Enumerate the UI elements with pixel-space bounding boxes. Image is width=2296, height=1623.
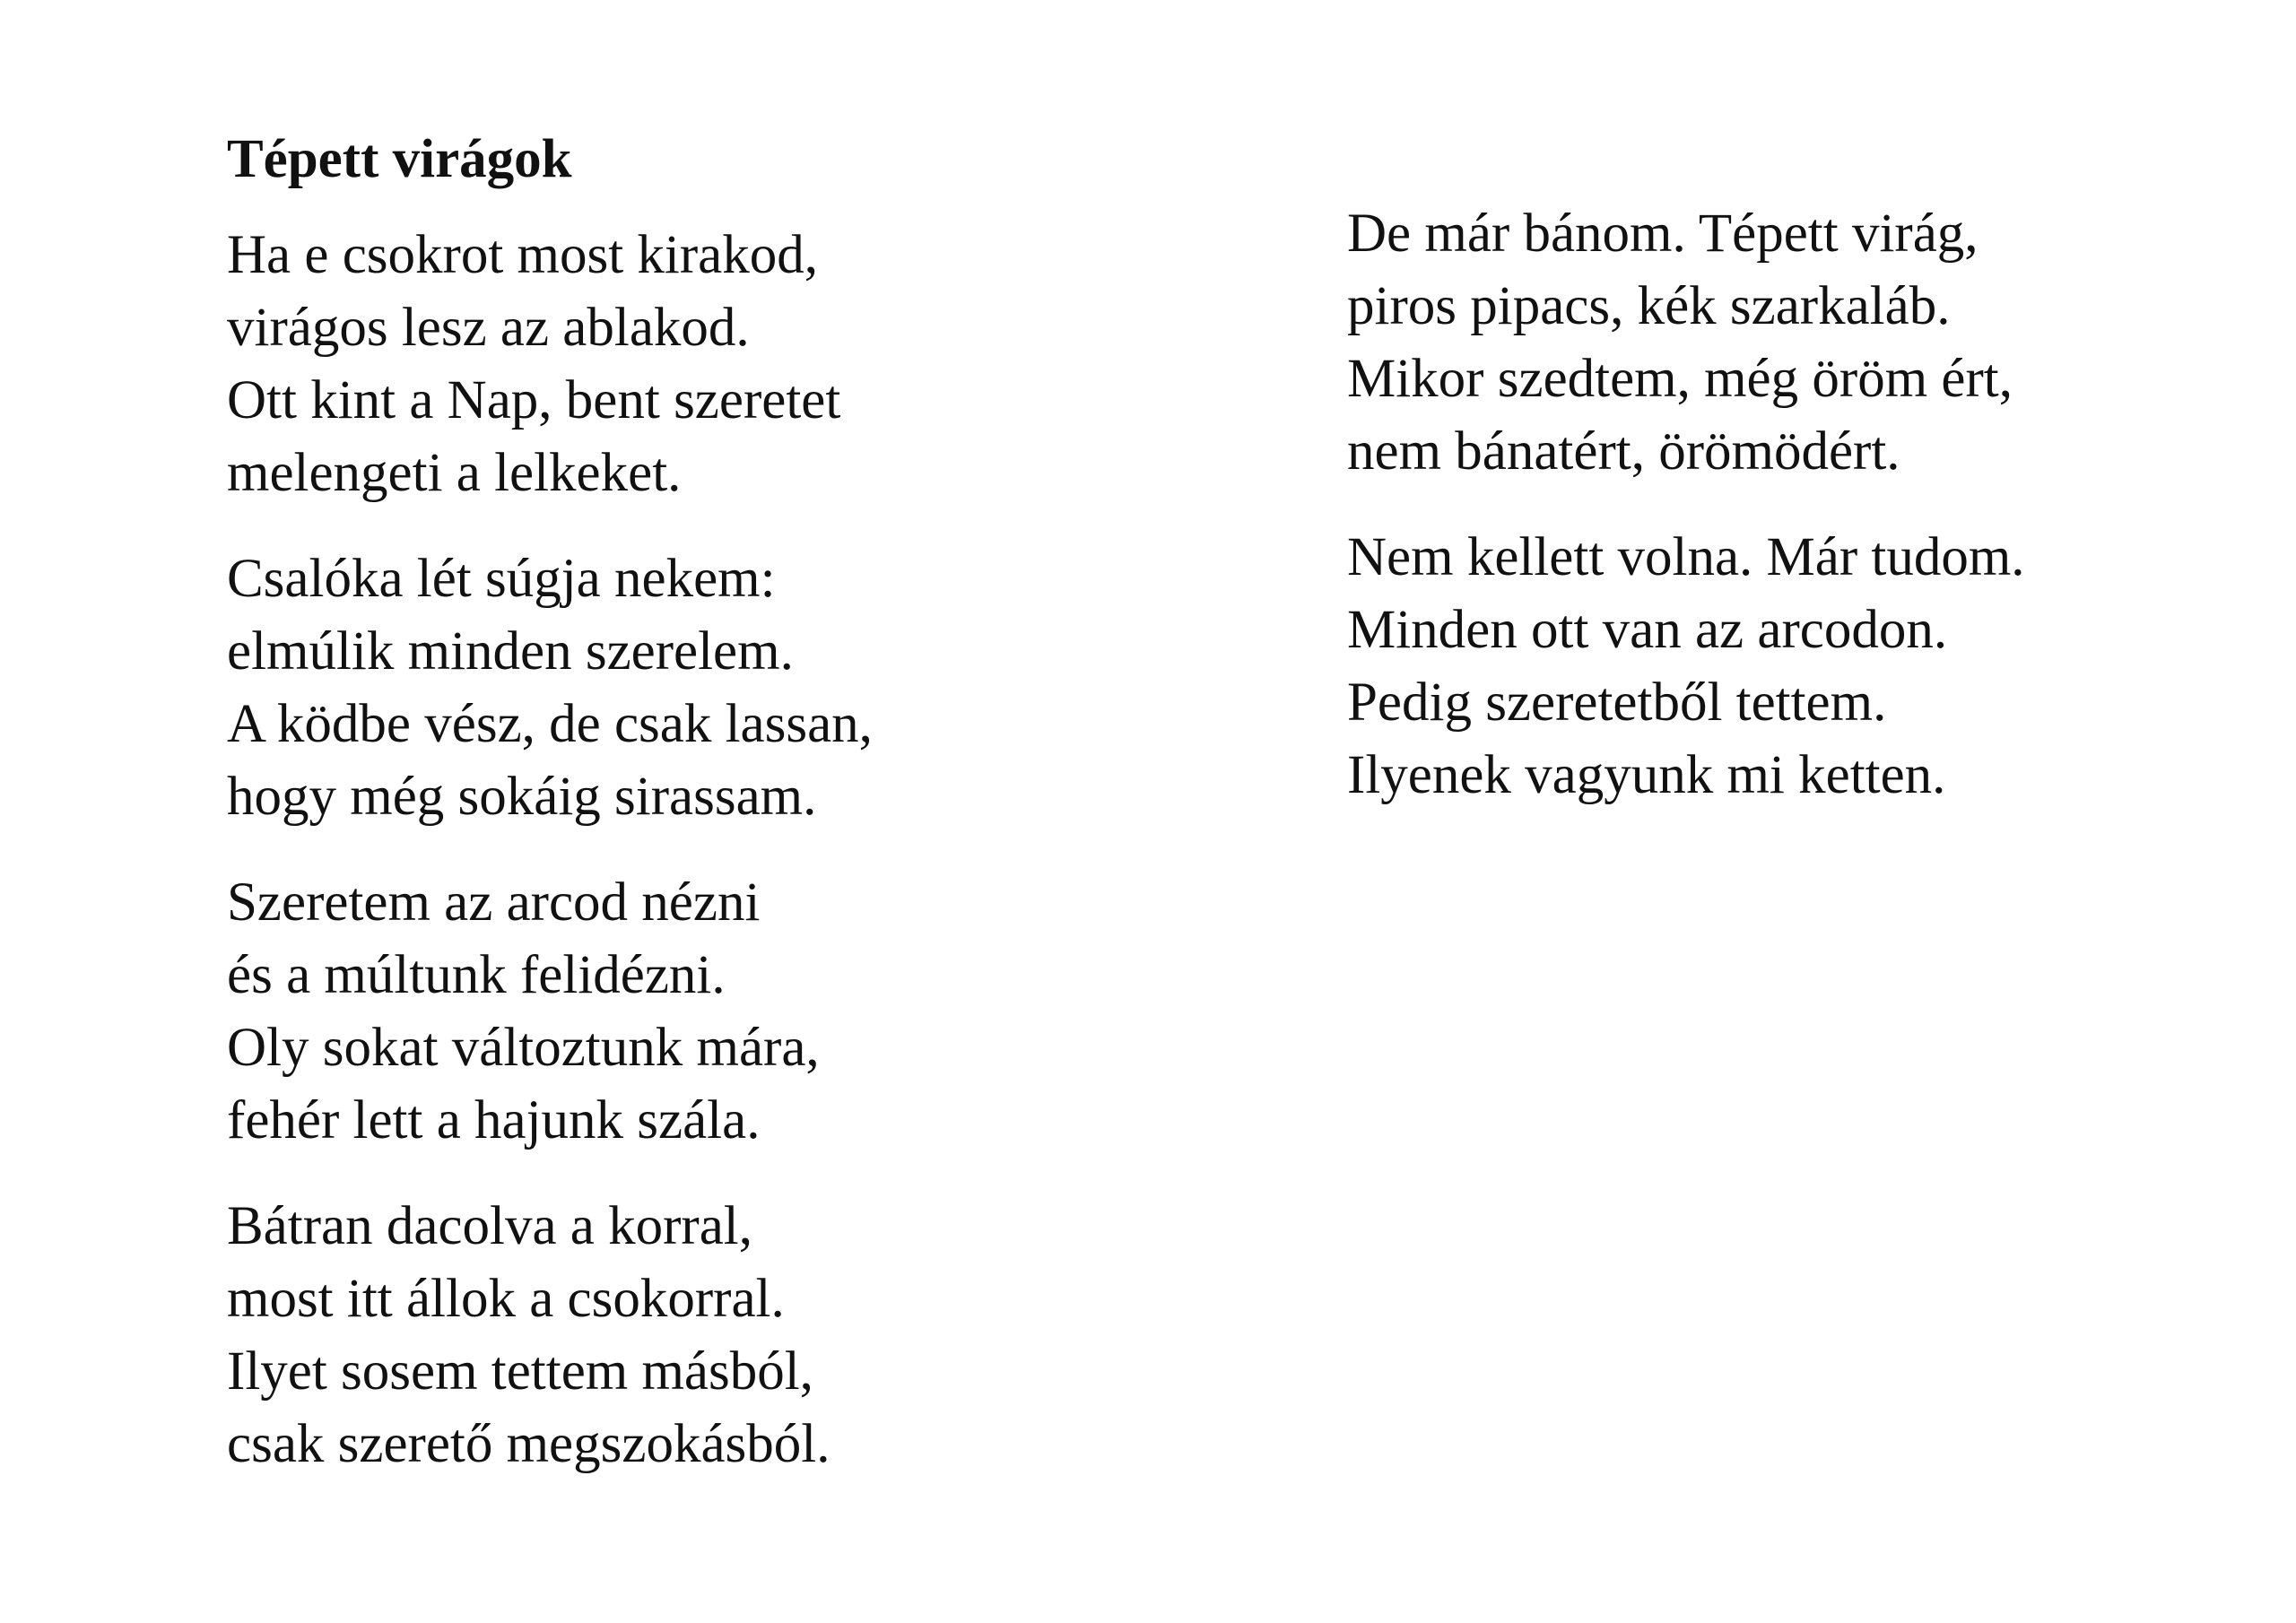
verse-line: Ha e csokrot most kirakod, — [227, 225, 818, 285]
verse-line: Ott kint a Nap, bent szeretet — [227, 370, 841, 430]
stanza-6 — [1347, 521, 2244, 812]
verse-line: Csalóka lét súgja nekem: — [227, 549, 776, 609]
verse-line: melengeti a lelkeket. — [227, 443, 682, 503]
verse-line: Bátran dacolva a korral, — [227, 1196, 752, 1256]
verse-line: piros pipacs, kék szarkaláb. — [1347, 276, 1951, 336]
verse-line: nem bánatért, örömödért. — [1347, 421, 1900, 482]
verse-line: virágos lesz az ablakod. — [227, 298, 750, 358]
verse-line: A ködbe vész, de csak lassan, — [227, 694, 873, 754]
verse-line: fehér lett a hajunk szála. — [227, 1090, 761, 1150]
verse-line: Szeretem az arcod nézni — [227, 872, 761, 933]
verse-line: elmúlik minden szerelem. — [227, 621, 794, 681]
verse-line: Minden ott van az arcodon. — [1347, 600, 1948, 660]
verse-line: Pedig szeretetből tettem. — [1347, 673, 1887, 733]
stanza-3 — [227, 866, 1213, 1157]
stanza-5 — [1347, 197, 2244, 488]
verse-line: Mikor szedtem, még öröm ért, — [1347, 349, 2013, 409]
verse-line: csak szerető megszokásból. — [227, 1414, 831, 1474]
right-column — [1347, 197, 2244, 845]
verse-line: Ilyet sosem tettem másból, — [227, 1341, 813, 1402]
verse-line: most itt állok a csokorral. — [227, 1269, 785, 1329]
left-column — [227, 124, 1213, 1514]
stanza-1 — [227, 219, 1213, 509]
stanza-2 — [227, 542, 1213, 833]
verse-line: hogy még sokáig sirassam. — [227, 767, 817, 827]
verse-line: Oly sokat változtunk mára, — [227, 1018, 820, 1078]
verse-line: és a múltunk felidézni. — [227, 945, 726, 1005]
verse-line: De már bánom. Tépett virág, — [1347, 204, 1979, 264]
stanza-4 — [227, 1190, 1213, 1480]
poem-title: Tépett virágok — [227, 129, 572, 189]
verse-line: Ilyenek vagyunk mi ketten. — [1347, 745, 1946, 805]
verse-line: Nem kellett volna. Már tudom. — [1347, 527, 2025, 587]
